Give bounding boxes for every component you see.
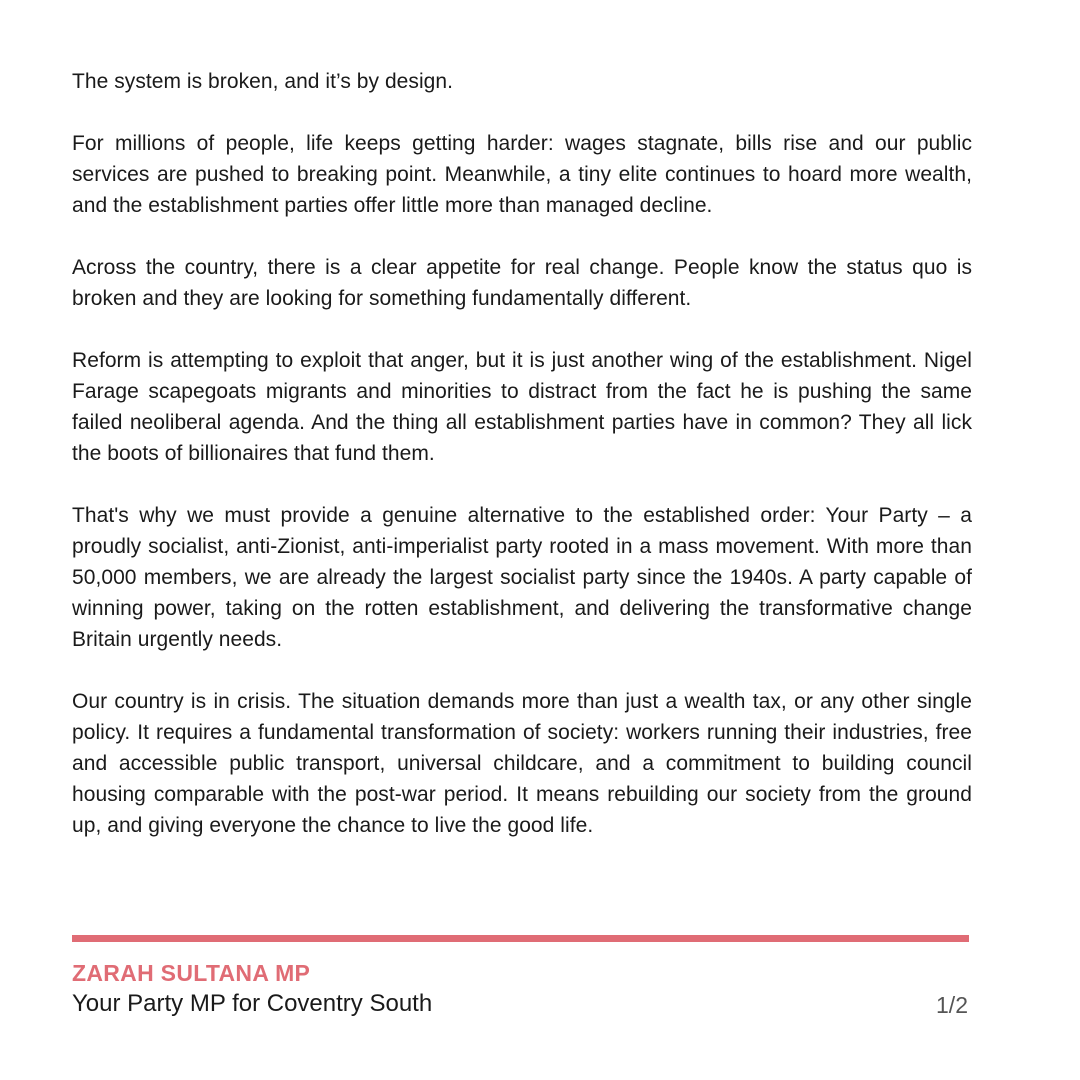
paragraph-6: Our country is in crisis. The situation demands more than just a wealth tax, or any other single policy. It requires a fundamental transformation of society: workers running their industries, free and accessible public transport, universal childcare, and a commitment to building council housing comparable with the post-war period. It means rebuilding our society from the ground up, and giving everyone the chance to live the good life.	[72, 690, 972, 837]
author-role: Your Party MP for Coventry South	[72, 990, 433, 1017]
paragraph-5: That's why we must provide a genuine alternative to the established order: Your Party – a proudly socialist, anti-Zionist, anti-imperialist party rooted in a mass movement. With more than 50,000 members, we are already the largest socialist party since the 1940s. A party capable of winning power, taking on the rotten establishment, and delivering the transformative change Britain urgently needs.	[72, 504, 972, 651]
paragraph-4: Reform is attempting to exploit that anger, but it is just another wing of the establishment. Nigel Farage scapegoats migrants and minorities to distract from the fact he is pushing the same failed neoliberal agenda. And the thing all establishment parties have in common? They all lick the boots of billionaires that fund them.	[72, 349, 972, 465]
paragraph-3: Across the country, there is a clear appetite for real change. People know the status quo is broken and they are looking for something fundamentally different.	[72, 256, 972, 310]
author-name: ZARAH SULTANA MP	[72, 960, 311, 986]
page-indicator: 1/2	[936, 992, 968, 1018]
paragraph-1: The system is broken, and it’s by design.	[72, 70, 454, 93]
paragraph-2: For millions of people, life keeps getting harder: wages stagnate, bills rise and our public services are pushed to breaking point. Meanwhile, a tiny elite continues to hoard more wealth, and the establishment parties offer little more than managed decline.	[72, 132, 972, 217]
statement-body	[72, 66, 972, 841]
accent-divider	[72, 935, 969, 942]
